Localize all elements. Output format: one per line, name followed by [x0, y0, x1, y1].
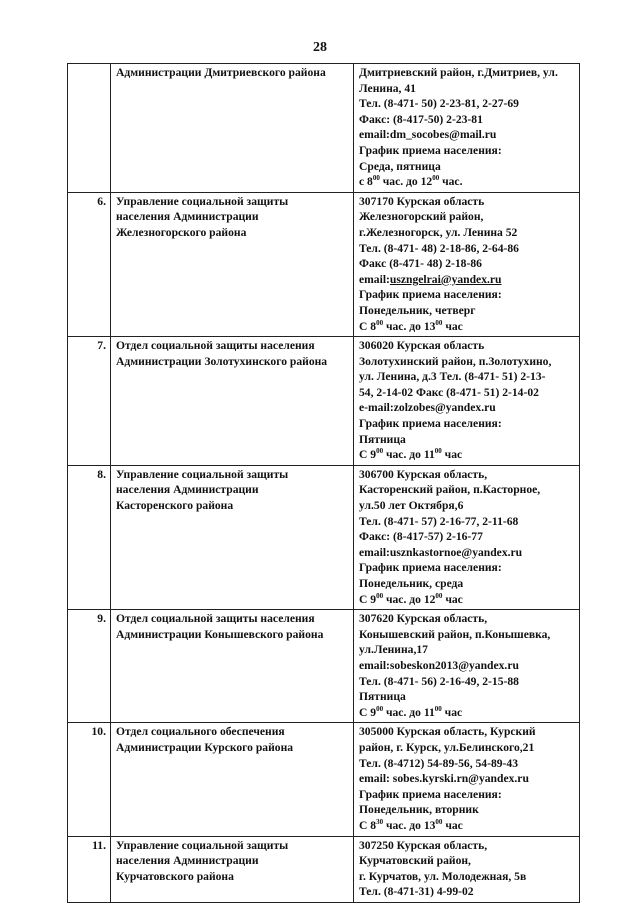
contact-line: район, г. Курск, ул.Белинского,21	[359, 740, 535, 754]
email-line: email:sobeskon2013@yandex.ru	[359, 658, 519, 672]
department-name-line: Администрации Дмитриевского района	[116, 66, 326, 79]
email-link[interactable]: uszngelrai@yandex.ru	[389, 272, 502, 286]
department-name	[111, 465, 354, 609]
contact-line: График приема населения:	[359, 417, 502, 431]
contact-line: Тел. (8-471- 56) 2-16-49, 2-15-88	[359, 674, 519, 688]
contact-line: График приема населения:	[359, 143, 502, 157]
schedule-hours: С $8^{00}$ час. до $13^{00}$ час	[359, 318, 463, 333]
schedule-hours: С $9^{00}$ час. до $12^{00}$ час	[359, 591, 463, 606]
schedule-hours: с $8^{00}$ час. до $12^{00}$ час.	[359, 174, 463, 189]
page-number: 28	[313, 40, 327, 55]
contact-line: Золотухинский район, п.Золотухино,	[359, 354, 552, 368]
contact-line: Факс: (8-417-50) 2-23-81	[359, 112, 483, 126]
department-name	[111, 610, 354, 723]
contact-line: График приема населения:	[359, 288, 502, 302]
contacts-table	[67, 63, 580, 903]
department-name-line: Отдел социальной защиты населения	[116, 612, 315, 626]
email-line: e-mail:zolzobes@yandex.ru	[359, 401, 496, 415]
department-name-line: Отдел социального обеспечения	[116, 725, 285, 739]
table-row	[68, 610, 580, 723]
contact-line: 307170 Курская область	[359, 194, 485, 208]
email-line: email:usznkastornoe@yandex.ru	[359, 545, 523, 559]
department-name	[111, 337, 354, 466]
contact-line: Ленина, 41	[359, 81, 416, 95]
contact-line: 306700 Курская область,	[359, 467, 488, 481]
contact-line: ул.50 лет Октября,6	[359, 499, 464, 513]
contact-line: Понедельник, среда	[359, 577, 464, 590]
contact-line: Тел. (8-471- 50) 2-23-81, 2-27-69	[359, 97, 519, 111]
department-name-line: населения Администрации	[116, 210, 259, 224]
department-name-line: Касторенского района	[116, 499, 234, 513]
table-row	[68, 337, 580, 466]
email-line: email: sobes.kyrski.rn@yandex.ru	[359, 772, 529, 786]
department-name	[111, 64, 354, 193]
contact-line: 306020 Курская область	[359, 339, 485, 353]
department-name-line: населения Администрации	[116, 483, 259, 497]
department-name	[111, 836, 354, 902]
row-number: 10.	[68, 723, 111, 836]
contact-line: Понедельник, вторник	[359, 803, 479, 817]
department-name-line: Железногорского района	[116, 225, 247, 239]
schedule-hours: С $9^{00}$ час. до $11^{00}$ час	[359, 704, 463, 719]
contact-info	[354, 337, 580, 466]
contact-line: Пятница	[359, 432, 406, 446]
department-name-line: Управление социальной защиты	[116, 838, 289, 852]
department-name-line: Курчатовского района	[116, 869, 234, 883]
contact-line: Конышевский район, п.Конышевка,	[359, 627, 551, 641]
department-name-line: населения Администрации	[116, 854, 259, 868]
contact-info	[354, 836, 580, 902]
contact-line: Тел. (8-471- 48) 2-18-86, 2-64-86	[359, 241, 519, 255]
contact-line: 307250 Курская область,	[359, 838, 488, 852]
contact-line: График приема населения:	[359, 561, 502, 575]
contact-line: г.Железногорск, ул. Ленина 52	[359, 225, 518, 239]
email-line: email:uszngelrai@yandex.ru	[359, 272, 502, 286]
contact-line: ул.Ленина,17	[359, 643, 428, 657]
table-row	[68, 192, 580, 336]
row-number: 6.	[68, 192, 111, 336]
row-number: 11.	[68, 836, 111, 902]
contact-info	[354, 192, 580, 336]
contact-line: Курчатовский район,	[359, 854, 471, 868]
contact-line: Касторенский район, п.Касторное,	[359, 483, 541, 497]
table-row	[68, 836, 580, 902]
contact-line: Железногорский район,	[359, 210, 484, 224]
schedule-hours: С $8^{30}$ час. до $13^{00}$ час	[359, 818, 463, 832]
table-row	[68, 465, 580, 609]
department-name-line: Управление социальной защиты	[116, 467, 289, 481]
department-name-line: Отдел социальной защиты населения	[116, 339, 315, 353]
email-line: email:dm_socobes@mail.ru	[359, 128, 497, 142]
contact-line: Пятница	[359, 690, 406, 704]
contact-line: 54, 2-14-02 Факс (8-471- 51) 2-14-02	[359, 385, 539, 399]
contact-line: Тел. (8-4712) 54-89-56, 54-89-43	[359, 756, 519, 770]
row-number: 7.	[68, 337, 111, 466]
table-row	[68, 723, 580, 836]
contact-line: Среда, пятница	[359, 159, 441, 173]
contact-line: График приема населения:	[359, 787, 502, 801]
contact-info	[354, 610, 580, 723]
table-row	[68, 64, 580, 193]
row-number	[68, 64, 111, 193]
contact-line: Факс: (8-417-57) 2-16-77	[359, 530, 483, 544]
contact-info	[354, 465, 580, 609]
contact-line: г. Курчатов, ул. Молодежная, 5в	[359, 869, 527, 883]
department-name-line: Администрации Курского района	[116, 740, 294, 754]
row-number: 8.	[68, 465, 111, 609]
contact-line: Дмитриевский район, г.Дмитриев, ул.	[359, 66, 558, 79]
contact-line: Тел. (8-471-31) 4-99-02	[359, 885, 474, 899]
contact-line: Понедельник, четверг	[359, 303, 476, 317]
contact-line: ул. Ленина, д.3 Тел. (8-471- 51) 2-13-	[359, 370, 546, 384]
contact-line: 305000 Курская область, Курский	[359, 725, 536, 739]
department-name-line: Администрации Конышевского района	[116, 627, 324, 641]
schedule-hours: С $9^{00}$ час. до $11^{00}$ час	[359, 447, 463, 462]
department-name	[111, 723, 354, 836]
contact-line: Тел. (8-471- 57) 2-16-77, 2-11-68	[359, 514, 519, 528]
department-name	[111, 192, 354, 336]
department-name-line: Управление социальной защиты	[116, 194, 289, 208]
contact-info	[354, 723, 580, 836]
row-number: 9.	[68, 610, 111, 723]
contact-info	[354, 64, 580, 193]
department-name-line: Администрации Золотухинского района	[116, 354, 328, 368]
contact-line: Факс (8-471- 48) 2-18-86	[359, 257, 482, 271]
contact-line: 307620 Курская область,	[359, 612, 488, 626]
